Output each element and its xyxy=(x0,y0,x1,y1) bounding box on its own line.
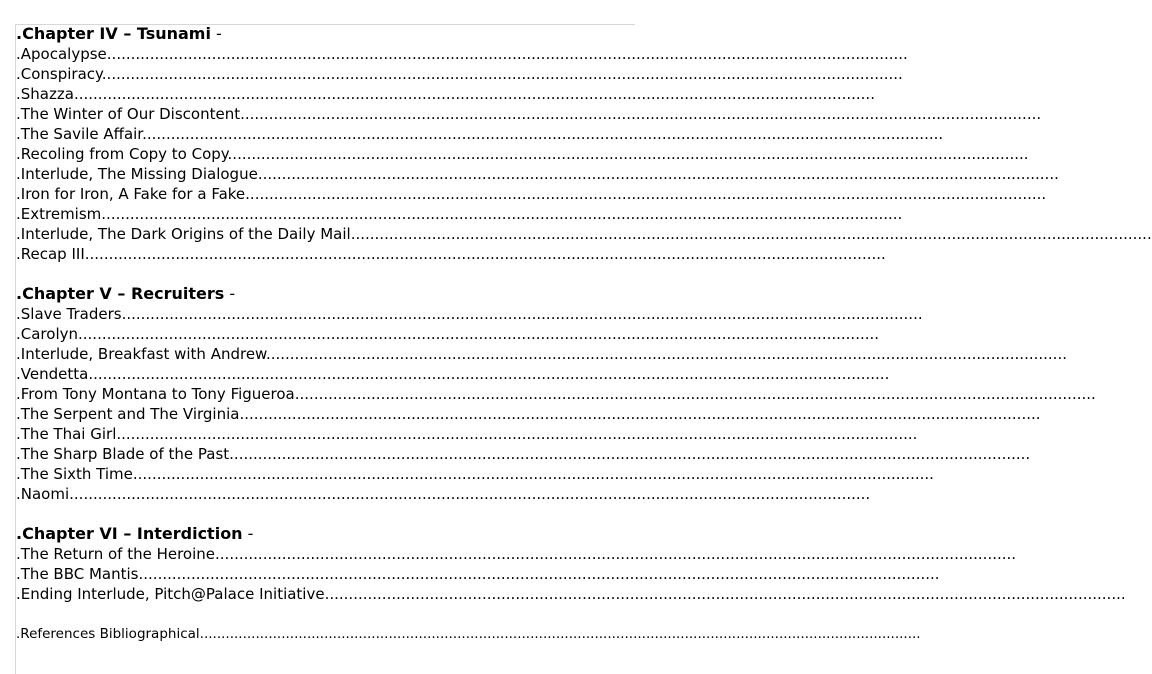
toc-entry[interactable]: .Interlude, The Missing Dialogue........................................................................................................................................................................ xyxy=(16,165,1059,183)
section-spacer xyxy=(16,264,607,284)
toc-entry[interactable]: .The BBC Mantis........................................................................................................................................................................ xyxy=(16,565,940,583)
toc-entry[interactable]: .The Thai Girl........................................................................................................................................................................ xyxy=(16,425,918,443)
toc-entry[interactable]: .Interlude, The Dark Origins of the Daily Mail........................................................................................................................................................................ xyxy=(16,225,1152,243)
toc-entry[interactable]: .Iron for Iron, A Fake for a Fake........................................................................................................................................................................ xyxy=(16,185,1047,203)
toc-entry[interactable]: .Conspiracy........................................................................................................................................................................ xyxy=(16,65,903,83)
toc-entry[interactable]: .Shazza........................................................................................................................................................................ xyxy=(16,85,875,103)
references-entry[interactable]: .References Bibliographical........................................................................................................................................................................ xyxy=(16,626,921,642)
toc-entry[interactable]: .Ending Interlude, Pitch@Palace Initiative........................................................................................................................................................................ xyxy=(16,585,1126,603)
toc-entry[interactable]: .The Sixth Time........................................................................................................................................................................ xyxy=(16,465,934,483)
toc-entry[interactable]: .The Return of the Heroine........................................................................................................................................................................ xyxy=(16,545,1017,563)
toc-entry[interactable]: .Apocalypse........................................................................................................................................................................ xyxy=(16,45,908,63)
chapter-heading: .Chapter VI – Interdiction - xyxy=(16,524,254,543)
chapter-heading: .Chapter IV – Tsunami - xyxy=(16,24,222,43)
toc-entry[interactable]: .Carolyn........................................................................................................................................................................ xyxy=(16,325,880,343)
toc-entry[interactable]: .Interlude, Breakfast with Andrew........................................................................................................................................................................ xyxy=(16,345,1067,363)
section-spacer xyxy=(16,504,607,524)
toc-entry[interactable]: .Slave Traders........................................................................................................................................................................ xyxy=(16,305,923,323)
section-spacer xyxy=(16,604,607,624)
toc-entry[interactable]: .Recap III........................................................................................................................................................................ xyxy=(16,245,886,263)
toc-entry[interactable]: .The Winter of Our Discontent........................................................................................................................................................................ xyxy=(16,105,1042,123)
toc-entry[interactable]: .The Sharp Blade of the Past........................................................................................................................................................................ xyxy=(16,445,1031,463)
chapter-heading: .Chapter V – Recruiters - xyxy=(16,284,236,303)
toc-entry[interactable]: .The Serpent and The Virginia........................................................................................................................................................................ xyxy=(16,405,1041,423)
toc-entry[interactable]: .Extremism........................................................................................................................................................................ xyxy=(16,205,903,223)
toc-entry[interactable]: .The Savile Affair........................................................................................................................................................................ xyxy=(16,125,944,143)
table-of-contents xyxy=(16,24,1152,644)
toc-entry[interactable]: .Naomi........................................................................................................................................................................ xyxy=(16,485,871,503)
toc-entry[interactable]: .From Tony Montana to Tony Figueroa........................................................................................................................................................................ xyxy=(16,385,1096,403)
toc-entry[interactable]: .Recoling from Copy to Copy........................................................................................................................................................................ xyxy=(16,145,1029,163)
toc-entry[interactable]: .Vendetta........................................................................................................................................................................ xyxy=(16,365,890,383)
